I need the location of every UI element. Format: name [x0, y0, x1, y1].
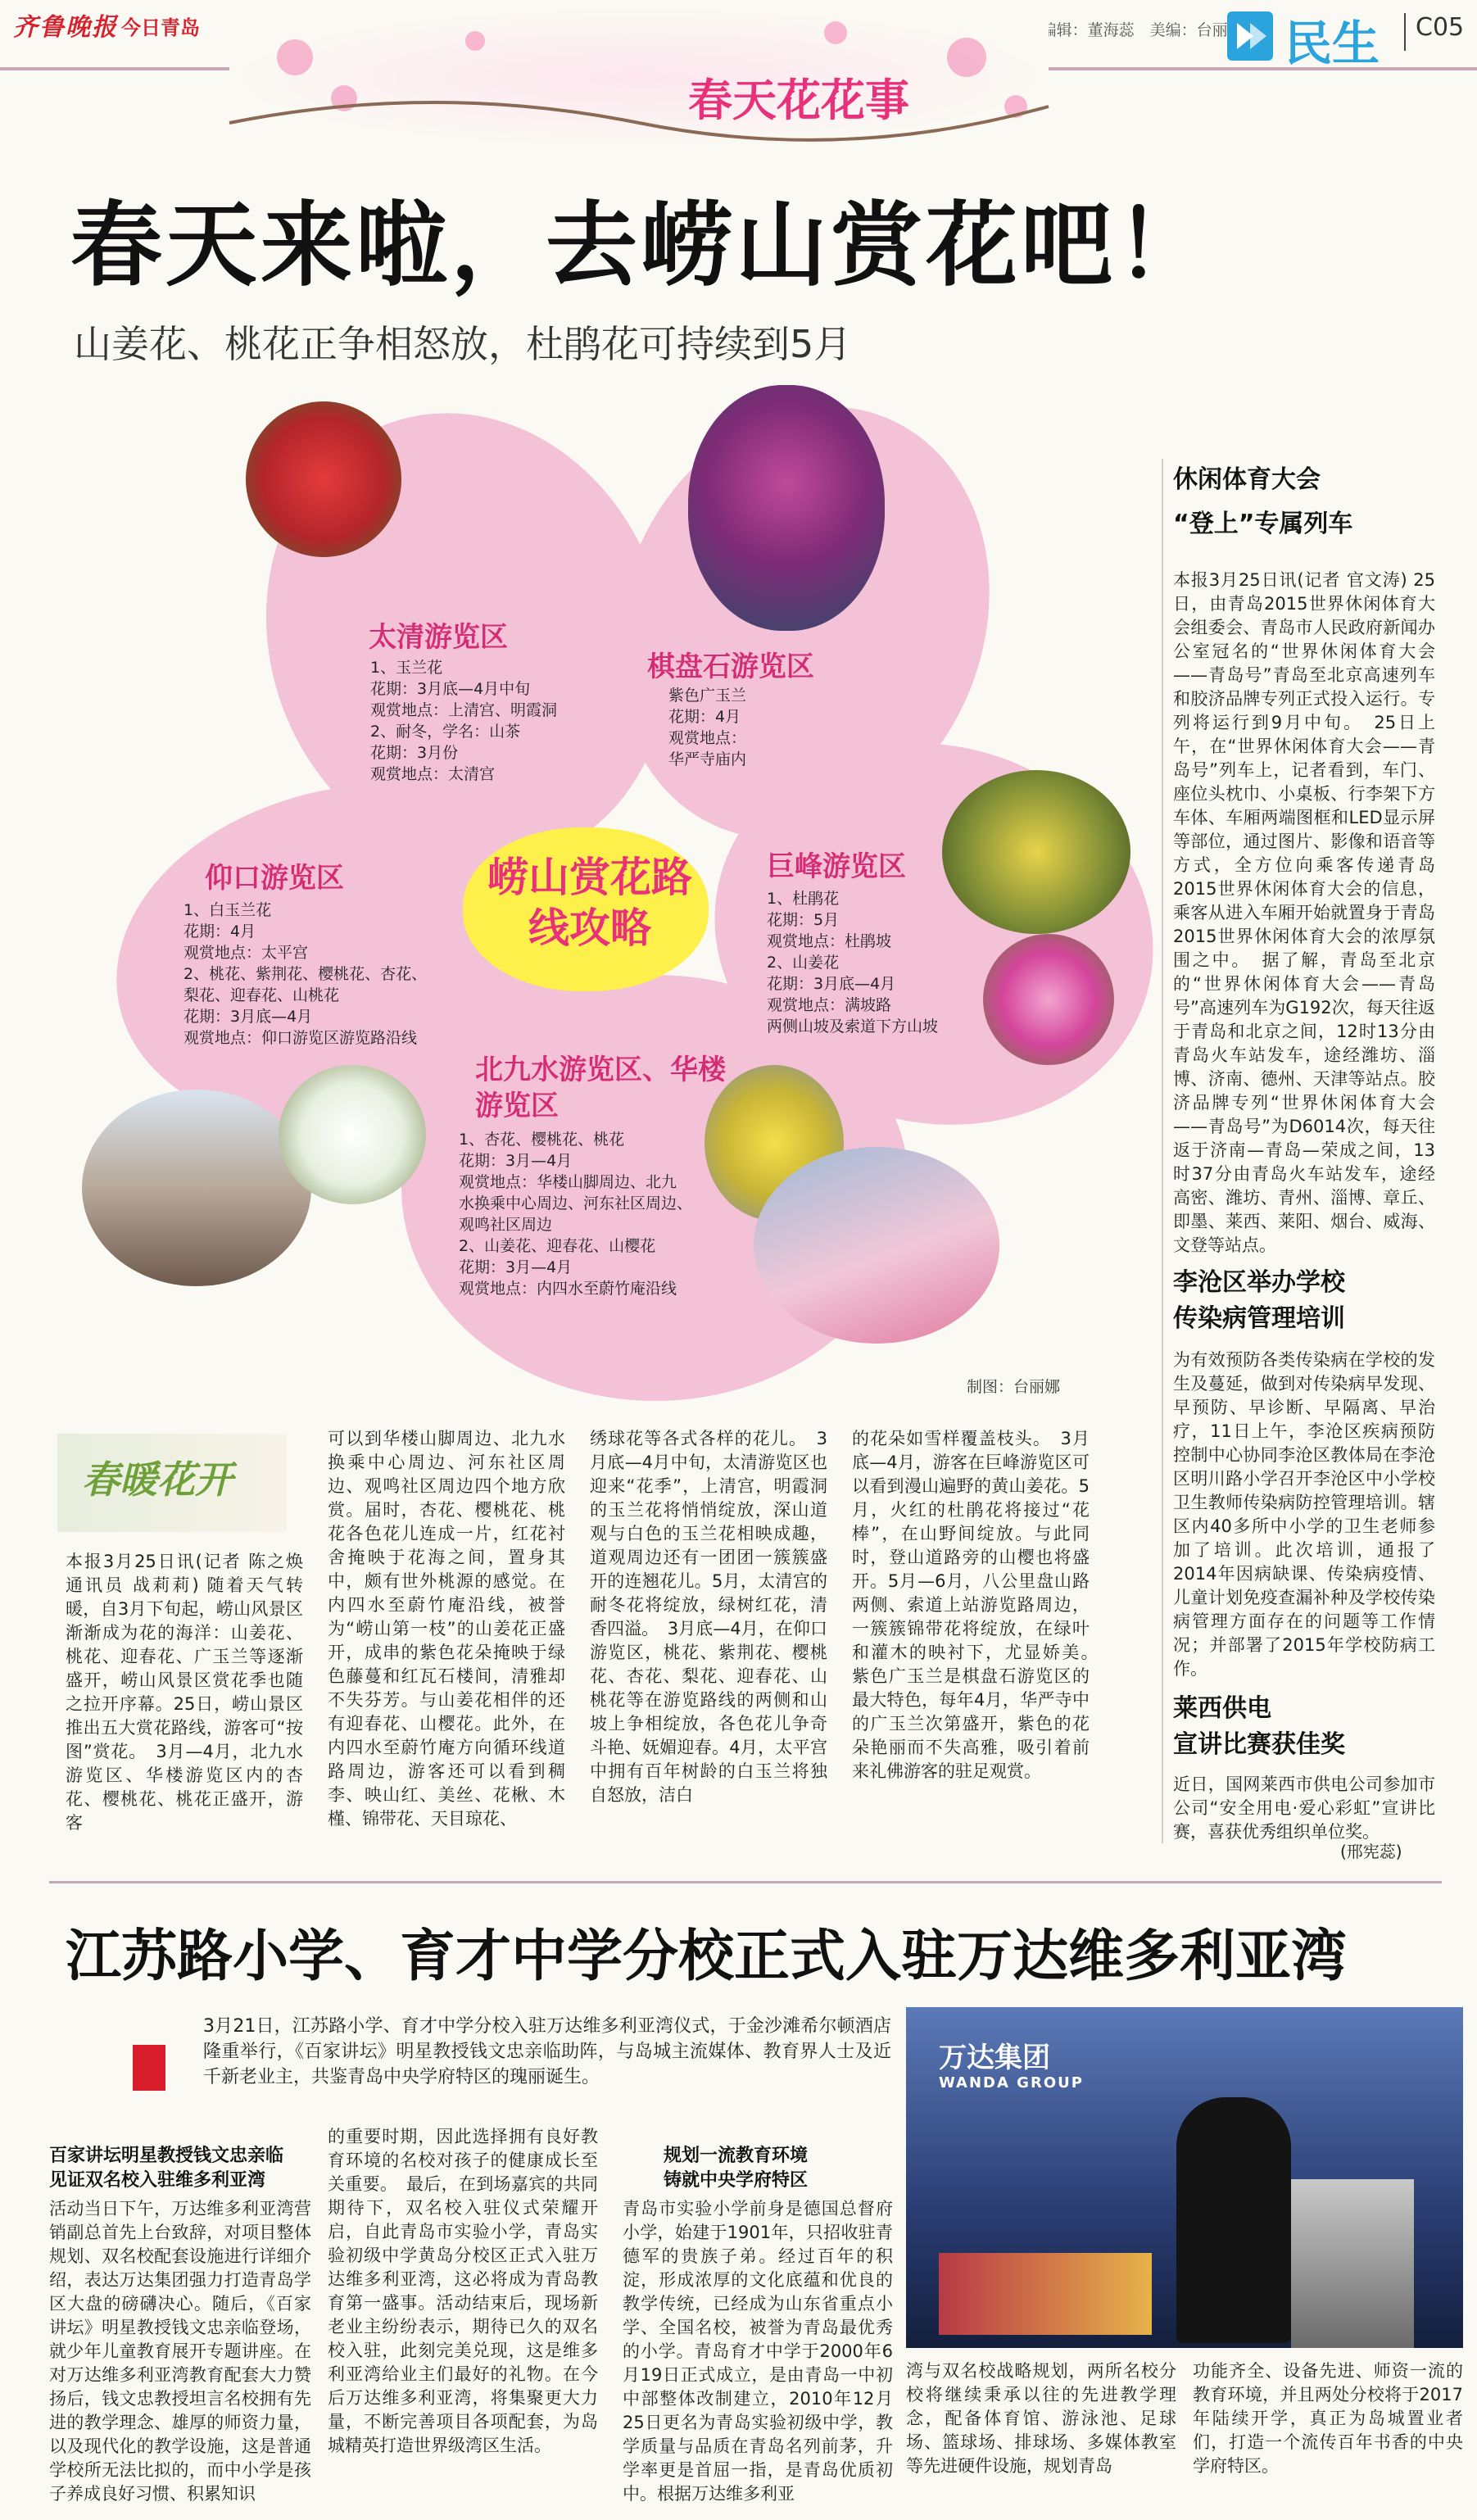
pear-blossom-photo [279, 1065, 426, 1204]
school-col-2: 的重要时期，因此选择拥有良好教育环境的名校对孩子的健康成长至关重要。 最后，在到场嘉宾的共同期待下，双名校入驻仪式荣耀开启，自此青岛市实验小学，青岛实验初级中学黄岛分校区正式入驻万达维多利亚湾，这必将成为青岛教育第一盛事。活动结束后，现场新老业主纷纷表示，期待已久的双名校入驻，此刻完美兑现，这是维多利亚湾给业主们最好的礼物。在今后万达维多利亚湾，将集聚更大力量，不断完善项目各项配套，为岛城精英打造世界级湾区生活。 [328, 2127, 598, 2455]
page-number: C05 [1404, 13, 1470, 51]
cherry-blossom-photo [754, 1147, 999, 1344]
sidebar-story3-title: 莱西供电 [1173, 1694, 1271, 1723]
school-col-1: 活动当日下午，万达维多利亚湾营销副总首先上台致辞，对项目整体规划、双名校配套设施进行详细介绍，表达万达集团强力打造青岛学区大盘的磅礴决心。随后，《百家讲坛》明星教授钱文忠亲临登场，就少年儿童教育展开专题讲座。在对万达维多利亚湾教育配套大力赞扬后，钱文忠教授坦言名校拥有先进的教学理念、雄厚的师资力量，以及现代化的教学设施，这是普通学校所无法比拟的，而中小学是孩子养成良好习惯、积累知识 [49, 2199, 311, 2504]
school-col-5: 功能齐全、设备先进、师资一流的教育环境，并且两处分校将于2017年陆续开学，真正为岛城置业者们，打造一个流传百年书香的中央学府特区。 [1193, 2361, 1463, 2476]
banner-title: 春天花花事 [688, 75, 909, 126]
sidebar-story3-title2: 宣讲比赛获佳奖 [1173, 1730, 1345, 1759]
sidebar-divider [1162, 459, 1163, 1843]
wanda-brand-en: WANDA GROUP [939, 2074, 1084, 2092]
sidebar-story3-credit: (邢宪蕊) [1340, 1842, 1402, 1861]
main-subheadline: 山姜花、桃花正争相怒放，杜鹃花可持续到5月 [74, 322, 852, 366]
sidebar-story2-body: 为有效预防各类传染病在学校的发生及蔓延，做到对传染病早发现、早预防、早诊断、早隔离、早治疗，11日上午，李沧区疾病预防控制中心协同李沧区教体局在李沧区明川路小学召开李沧区中小学校卫生教师传染病防控管理培训。辖区内40多所中小学的卫生老师参加了培训。此次培训，通报了2014年因病缺课、传染病疫情、儿童计划免疫查漏补种及学校传染病管理方面存在的问题等工作情况；并部署了2015年学校防病工作。 [1173, 1350, 1435, 1679]
zone-qipanshi-title: 棋盘石游览区 [647, 650, 814, 683]
wanda-event-photo [906, 2007, 1463, 2348]
article-col-4: 的花朵如雪样覆盖枝头。 3月底—4月，游客在巨峰游览区可以看到漫山遍野的黄山姜花。5月，火红的杜鹃花将接过“花棒”，在山野间绽放。与此同时，登山道路旁的山樱也将盛开。5月—6月，八公里盘山路两侧、索道上站游览路周边，一簇簇锦带花将绽放，在绿叶和灌木的映衬下，尤显娇美。 紫色广玉兰是棋盘石游览区的最大特色，每年4月，华严寺中的广玉兰次第盛开，紫色的花朵艳丽而不失高雅，吸引着前来礼佛游客的驻足观赏。 [852, 1429, 1107, 1781]
zone-qipanshi-info: 紫色广玉兰 花期：4月 观赏地点： 华严寺庙内 [668, 687, 747, 768]
azalea-photo [983, 934, 1114, 1065]
article-col-3: 绣球花等各式各样的花儿。 3月底—4月中旬，太清游览区也迎来“花季”，上清宫，明霞洞的玉兰花将悄悄绽放，深山道观与白色的玉兰花相映成趣，道观周边还有一团团一簇簇盛开的连翘花儿。5月，太清宫的耐冬花将绽放，绿树红花，清香四溢。 3月底—4月，在仰口游览区，桃花、紫荆花、樱桃花、杏花、梨花、迎春花、山桃花等在游览路线的两侧和山坡上争相绽放，各色花儿争奇斗艳、妩媚迎春。4月，太平宫中拥有百年树龄的白玉兰将独自怒放，洁白 [590, 1429, 827, 1805]
sidebar-story2-title: 李沧区举办学校 [1173, 1268, 1345, 1297]
lead-accent-bar [133, 2045, 165, 2091]
mountain-photo [82, 1090, 311, 1286]
speaker-figure [1176, 2097, 1291, 2343]
stage-display [939, 2253, 1152, 2335]
zone-taiqing-title: 太清游览区 [369, 621, 508, 654]
school-lead: 3月21日，江苏路小学、育才中学分校入驻万达维多利亚湾仪式，于金沙滩希尔顿酒店隆重举行，《百家讲坛》明星教授钱文忠亲临助阵，与岛城主流媒体、教育界人士及近千新老业主，共鉴青岛中央学府特区的瑰丽诞生。 [203, 2016, 891, 2087]
magnolia-photo [688, 385, 885, 631]
masthead: 齐鲁晚报 [13, 13, 118, 42]
zone-jufeng-info: 1、杜鹃花 花期：5月 观赏地点：杜鹃坡 2、山姜花 花期：3月底—4月 观赏地点：满坡路 两侧山坡及索道下方山坡 [767, 890, 939, 1036]
school-col-4: 湾与双名校战略规划，两所名校分校将继续秉承以往的先进教学理念，配备体育馆、游泳池、足球场、篮球场、排球场、多媒体教室等先进硬件设施，规划青岛 [906, 2361, 1176, 2476]
zone-taiqing-info: 1、玉兰花 花期：3月底—4月中旬 观赏地点：上清宫、明霞洞 2、耐冬，学名：山茶 花期：3月份 观赏地点：太清宫 [370, 659, 558, 783]
banner-blossoms [229, 8, 1049, 147]
sidebar-story2-title2: 传染病管理培训 [1173, 1304, 1345, 1333]
dateline: 编辑：董海蕊 美编：台丽娜 [1040, 21, 1244, 39]
zone-beijiushui-info: 1、杏花、樱桃花、桃花 花期：3月—4月 观赏地点：华楼山脚周边、北九 水换乘中心周边、河东社区周边、 观鸣社区周边 2、山姜花、迎春花、山樱花 花期：3月—4月 观赏地点：内四水至蔚竹庵沿线 [459, 1131, 693, 1298]
sidebar-story3-body: 近日，国网莱西市供电公司参加市公司“安全用电·爱心彩虹”宣讲比赛，喜获优秀组织单位奖。 [1173, 1774, 1435, 1842]
sidebar-story1-title2: “登上”专属列车 [1173, 510, 1353, 538]
article-col-2: 可以到华楼山脚周边、北九水换乘中心周边、河东社区周边、观鸣社区周边四个地方欣赏。届时，杏花、樱桃花、桃花各色花儿连成一片，红花衬舍掩映于花海之间，置身其中，颇有世外桃源的感觉。在内四水至蔚竹庵沿线，被誉为“崂山第一枝”的山姜花正盛开，成串的紫色花朵掩映于绿色藤蔓和红瓦石楼间，清雅却不失芬芳。与山姜花相伴的还有迎春花、山樱花。此外，在内四水至蔚竹庵方向循环线道路周边，游客还可以看到稠李、映山红、美丝、花楸、木槿、锦带花、天目琼花、 [328, 1429, 565, 1829]
school-sub1b: 见证双名校入驻维多利亚湾 [49, 2170, 266, 2191]
article-col-1: 本报3月25日讯(记者 陈之焕 通讯员 战莉莉) 随着天气转暖，自3月下旬起，崂山风景区渐渐成为花的海洋：山姜花、桃花、迎春花、广玉兰等逐渐盛开，崂山风景区赏花季也随之拉开序幕。25日，崂山景区推出五大赏花路线，游客可“按图”赏花。 3月—4月，北九水游览区、华楼游览区内的杏花、樱桃花、桃花正盛开，游客 [66, 1552, 303, 1833]
sidebar-story1-title: 休闲体育大会 [1173, 465, 1321, 494]
map-center-title: 崂山赏花路线攻略 [487, 854, 692, 952]
zone-yangkou-info: 1、白玉兰花 花期：4月 观赏地点：太平宫 2、桃花、紫荆花、樱桃花、杏花、 梨花、迎春花、山桃花 花期：3月底—4月 观赏地点：仰口游览区游览路沿线 [183, 901, 428, 1047]
section-name: 民生 [1284, 16, 1380, 71]
main-headline: 春天来啦，去崂山赏花吧！ [70, 193, 1211, 299]
map-credit: 制图：台丽娜 [967, 1378, 1061, 1396]
podium [1291, 2179, 1414, 2348]
flowering-quince-photo [246, 401, 401, 557]
school-sub2: 规划一流教育环境 [664, 2146, 809, 2166]
zone-yangkou-title: 仰口游览区 [205, 862, 344, 895]
school-sub2b: 铸就中央学府特区 [664, 2170, 809, 2191]
section-divider [49, 1881, 1442, 1883]
forsythia-photo [942, 770, 1130, 934]
section-icon [1227, 11, 1273, 61]
zone-jufeng-title: 巨峰游览区 [767, 850, 906, 883]
wanda-brand: 万达集团 [939, 2042, 1050, 2074]
school-headline: 江苏路小学、育才中学分校正式入驻万达维多利亚湾 [66, 1924, 1348, 1989]
edition-name: 今日青岛 [121, 16, 200, 39]
zone-beijiushui-title: 北九水游览区、华楼游览区 [475, 1054, 726, 1122]
school-col-3: 青岛市实验小学前身是德国总督府小学，始建于1901年，只招收驻青德军的贵族子弟。经过百年的积淀，形成浓厚的文化底蕴和优良的教学传统，已经成为山东省重点小学、全国名校，被誉为青岛最优秀的小学。青岛育才中学于2000年6月19日正式成立，是由青岛一中初中部整体改制建立，2010年12月25日更名为青岛实验初级中学，教学质量与品质在青岛名列前茅，升学率更是首屈一指，是青岛优质初中。根据万达维多利亚 [623, 2199, 893, 2504]
spring-logo: 春暖花开 [82, 1457, 233, 1502]
school-sub1: 百家讲坛明星教授钱文忠亲临 [49, 2146, 284, 2166]
sidebar-story1-body: 本报3月25日讯(记者 官文涛) 25日，由青岛2015世界休闲体育大会组委会、青岛市人民政府新闻办公室冠名的“世界休闲体育大会——青岛号”青岛至北京高速列车和胶济品牌专列正式投入运行。专列将运行到9月中旬。 25日上午，在“世界休闲体育大会——青岛号”列车上，记者看到，车门、座位头枕巾、小桌板、行李架下方车体、车厢两端图框和LED显示屏等部位，通过图片、影像和语音等方式，全方位向乘客传递青岛2015世界休闲体育大会的信息，乘客从进入车厢开始就置身于青岛2015世界休闲体育大会的浓厚氛围之中。 据了解，青岛至北京的“世界休闲体育大会——青岛号”高速列车为G192次，每天往返于青岛和北京之间，12时13分由青岛火车站发车，途经潍坊、淄博、济南、德州、天津等站点。胶济品牌专列“世界休闲体育大会——青岛号”为D6014次，每天往返于济南—青岛—荣成之间，13时37分由青岛火车站发车，途经高密、潍坊、青州、淄博、章丘、即墨、莱西、莱阳、烟台、威海、文登等站点。 [1173, 570, 1435, 1255]
